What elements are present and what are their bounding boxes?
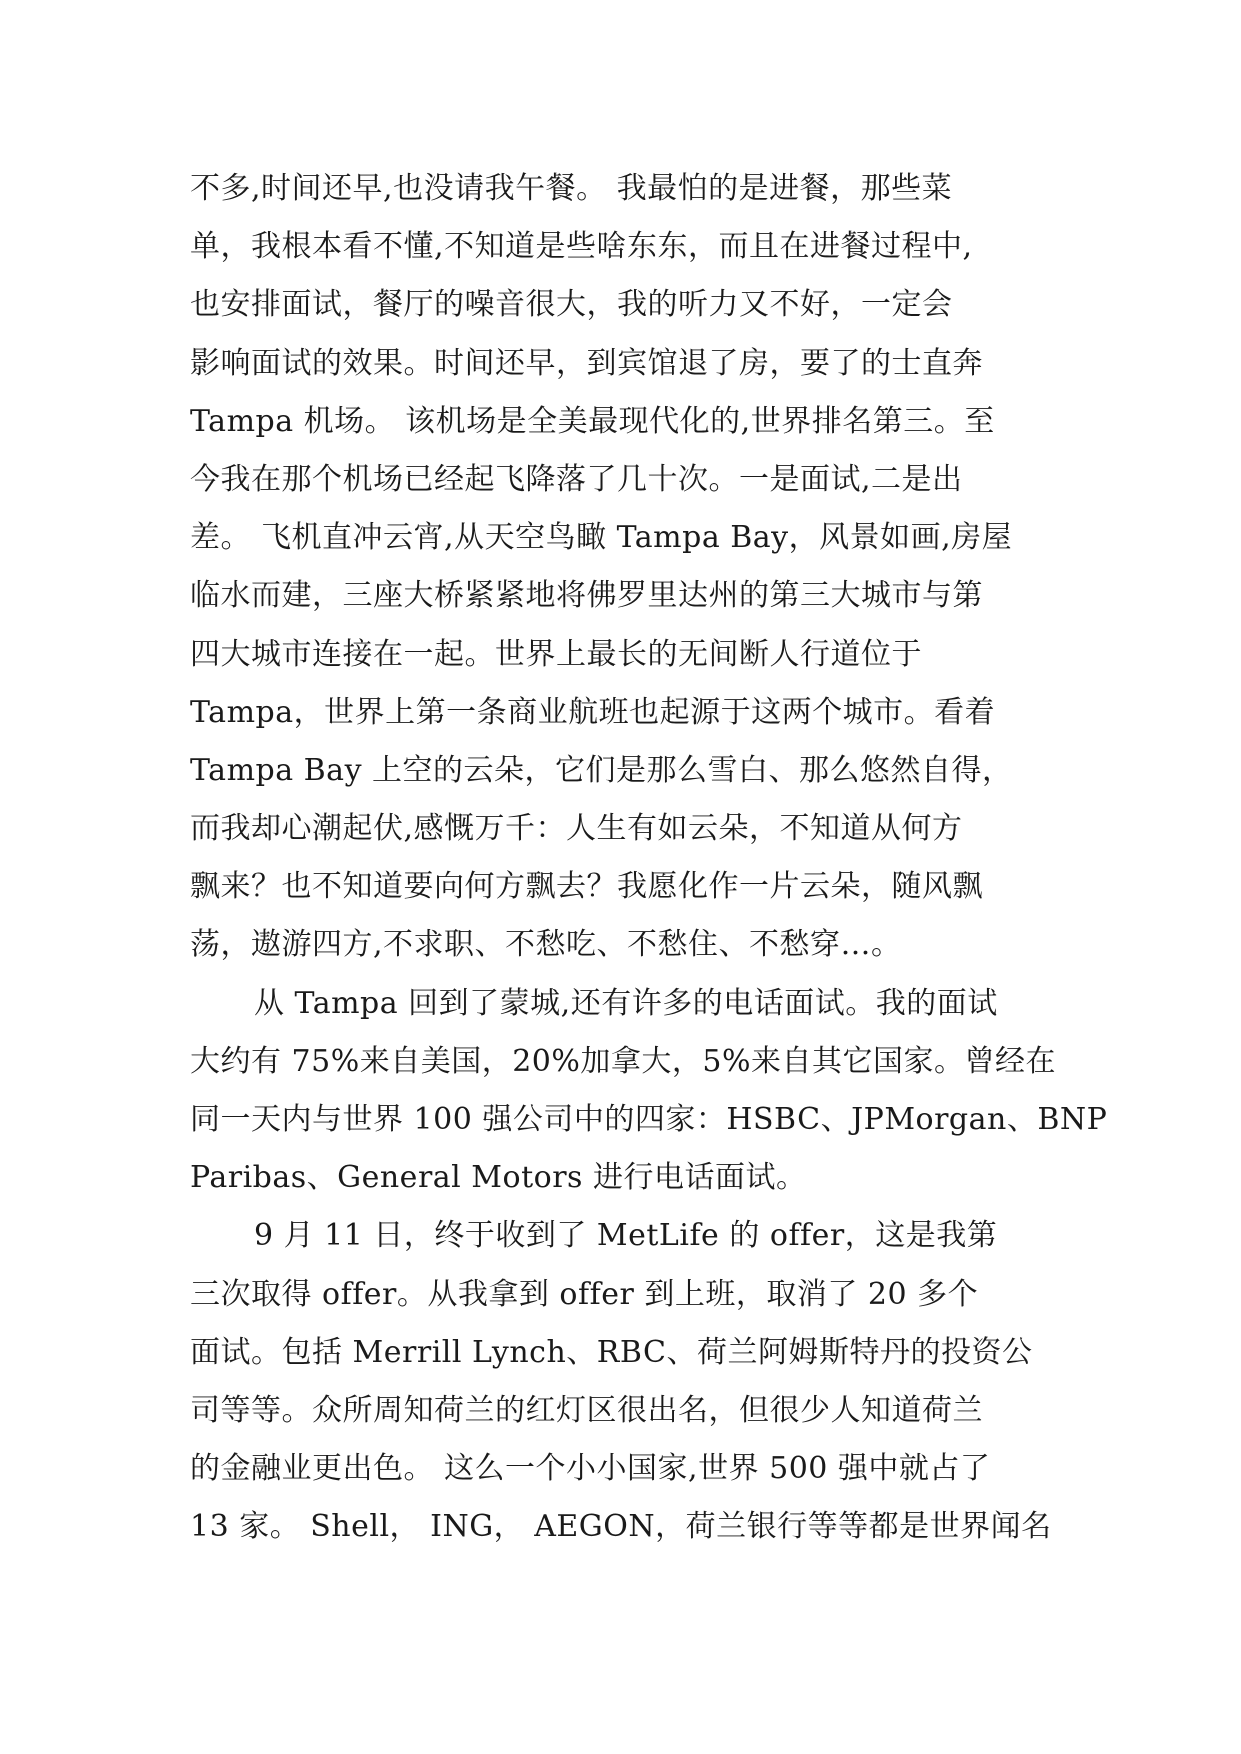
text-line: Tampa Bay 上空的云朵，它们是那么雪白、那么悠然自得， xyxy=(190,752,1013,788)
text-line: 的金融业更出色。 这么一个小小国家,世界 500 强中就占了 xyxy=(190,1451,991,1487)
text-line: 三次取得 offer。从我拿到 offer 到上班，取消了 20 多个 xyxy=(190,1276,979,1312)
text-line: 也安排面试，餐厅的噪音很大，我的听力又不好，一定会 xyxy=(190,287,953,323)
text-line: 飘来？也不知道要向何方飘去？我愿化作一片云朵，随风飘 xyxy=(190,869,983,905)
paragraph-metlife-offer xyxy=(190,1207,1050,1556)
text-line: Tampa 机场。 该机场是全美最现代化的,世界排名第三。至 xyxy=(190,403,995,439)
text-line: 不多,时间还早,也没请我午餐。 我最怕的是进餐，那些菜 xyxy=(190,171,953,206)
text-line: 影响面试的效果。时间还早，到宾馆退了房，要了的士直奔 xyxy=(190,345,983,381)
text-line: 13 家。 Shell， ING， AEGON，荷兰银行等等都是世界闻名 xyxy=(190,1509,1052,1545)
paragraph-cloud-story xyxy=(190,160,1050,975)
text-line: 单，我根本看不懂,不知道是些啥东东，而且在进餐过程中, xyxy=(190,229,973,265)
text-line: Tampa，世界上第一条商业航班也起源于这两个城市。看着 xyxy=(190,694,996,730)
text-line: 临水而建，三座大桥紧紧地将佛罗里达州的第三大城市与第 xyxy=(190,578,983,614)
text-line-indented: 9 月 11 日，终于收到了 MetLife 的 offer，这是我第 xyxy=(254,1218,998,1254)
text-line: 司等等。众所周知荷兰的红灯区很出名，但很少人知道荷兰 xyxy=(190,1392,983,1428)
text-line: Paribas、General Motors 进行电话面试。 xyxy=(190,1160,807,1196)
text-line: 今我在那个机场已经起飞降落了几十次。一是面试,二是出 xyxy=(190,461,963,497)
paragraph-phone-interviews xyxy=(190,975,1108,1208)
document-body xyxy=(190,160,1108,1557)
text-line-indented: 从 Tampa 回到了蒙城,还有许多的电话面试。我的面试 xyxy=(254,985,998,1021)
text-line: 大约有 75%来自美国，20%加拿大，5%来自其它国家。曾经在 xyxy=(190,1043,1056,1079)
text-line: 面试。包括 Merrill Lynch、RBC、荷兰阿姆斯特丹的投资公 xyxy=(190,1334,1033,1370)
text-line: 四大城市连接在一起。世界上最长的无间断人行道位于 xyxy=(190,636,922,672)
text-line: 差。 飞机直冲云宵,从天空鸟瞰 Tampa Bay，风景如画,房屋 xyxy=(190,520,1013,556)
text-line: 荡，遨游四方,不求职、不愁吃、不愁住、不愁穿…。 xyxy=(190,927,902,963)
text-line: 同一天内与世界 100 强公司中的四家：HSBC、JPMorgan、BNP xyxy=(190,1102,1108,1137)
text-line: 而我却心潮起伏,感慨万千：人生有如云朵，不知道从何方 xyxy=(190,811,963,847)
